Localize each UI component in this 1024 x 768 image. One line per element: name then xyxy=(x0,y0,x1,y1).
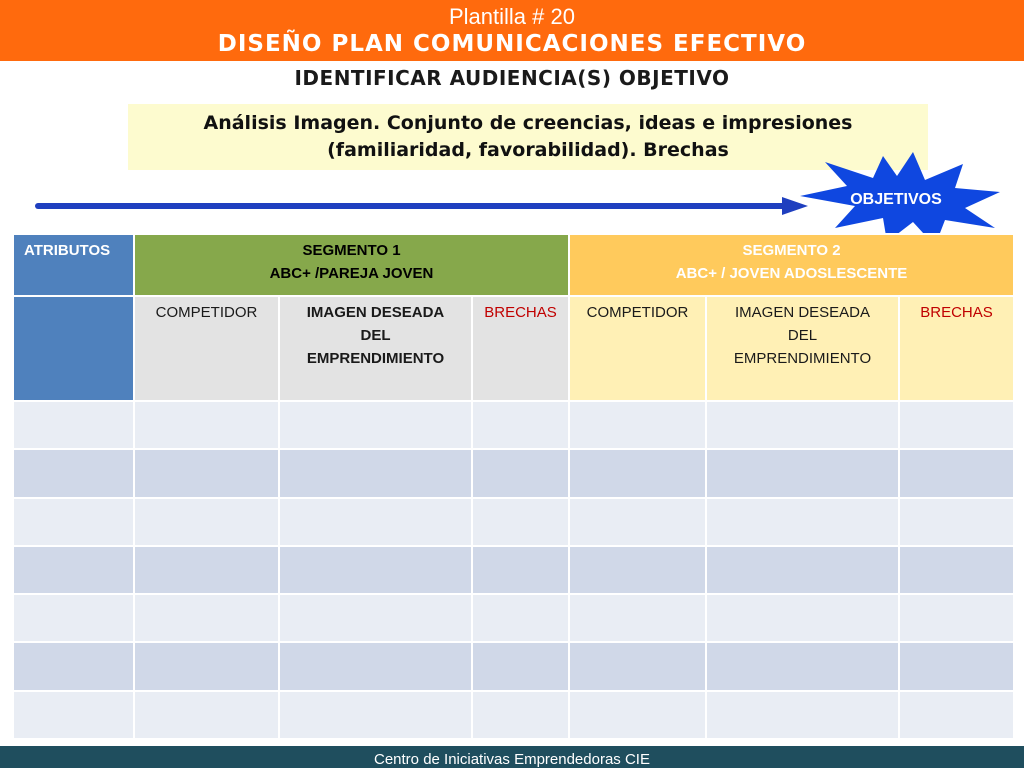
table-cell[interactable] xyxy=(706,642,899,690)
page-title: DISEÑO PLAN COMUNICACIONES EFECTIVO xyxy=(217,30,807,57)
table-cell[interactable] xyxy=(706,449,899,497)
seg1-imagen-line-3: EMPRENDIMIENTO xyxy=(306,350,445,368)
table-cell[interactable] xyxy=(134,498,279,546)
table-row xyxy=(13,642,1014,690)
table-cell[interactable] xyxy=(13,449,134,497)
table-cell[interactable] xyxy=(134,401,279,449)
table-cell[interactable] xyxy=(472,691,569,739)
table-cell[interactable] xyxy=(13,401,134,449)
table-row xyxy=(13,401,1014,449)
table-header-row xyxy=(13,234,1014,296)
segment-2-title: SEGMENTO 2 xyxy=(742,242,841,259)
table-cell[interactable] xyxy=(899,691,1014,739)
segment-1-title: SEGMENTO 1 xyxy=(302,242,401,259)
table-cell[interactable] xyxy=(279,498,472,546)
table-cell[interactable] xyxy=(13,594,134,642)
table-cell[interactable] xyxy=(472,642,569,690)
table-cell[interactable] xyxy=(899,449,1014,497)
seg1-imagen-line-1: IMAGEN DESEADA xyxy=(306,304,445,322)
table-cell[interactable] xyxy=(279,642,472,690)
table-cell[interactable] xyxy=(706,498,899,546)
table-cell[interactable] xyxy=(472,594,569,642)
table-cell[interactable] xyxy=(899,642,1014,690)
table-cell[interactable] xyxy=(899,401,1014,449)
segment-2-subtitle: ABC+ / JOVEN ADOSLESCENTE xyxy=(675,265,908,282)
table-row xyxy=(13,449,1014,497)
table-cell[interactable] xyxy=(472,401,569,449)
table-cell[interactable] xyxy=(134,642,279,690)
segment-1-subtitle: ABC+ /PAREJA JOVEN xyxy=(269,265,434,282)
objectives-label: OBJETIVOS xyxy=(850,191,942,208)
table-cell[interactable] xyxy=(279,401,472,449)
table-cell[interactable] xyxy=(569,498,706,546)
table-cell[interactable] xyxy=(706,401,899,449)
table-cell[interactable] xyxy=(279,449,472,497)
table-cell[interactable] xyxy=(706,691,899,739)
template-number: Plantilla # 20 xyxy=(449,3,575,29)
table-cell[interactable] xyxy=(279,594,472,642)
seg2-competidor-header: COMPETIDOR xyxy=(569,296,706,401)
seg1-brechas-header: BRECHAS xyxy=(472,296,569,401)
segment-2-header xyxy=(569,234,1014,296)
segment-1-header xyxy=(134,234,569,296)
table-cell[interactable] xyxy=(569,642,706,690)
seg2-imagen-line-3: EMPRENDIMIENTO xyxy=(733,350,872,368)
section-subtitle: IDENTIFICAR AUDIENCIA(S) OBJETIVO xyxy=(294,66,730,90)
audience-table xyxy=(12,233,1015,740)
seg2-brechas-header: BRECHAS xyxy=(899,296,1014,401)
table-row xyxy=(13,546,1014,594)
footer: Centro de Iniciativas Emprendedoras CIE xyxy=(0,746,1024,768)
table-cell[interactable] xyxy=(706,546,899,594)
table-cell[interactable] xyxy=(472,498,569,546)
table-cell[interactable] xyxy=(134,449,279,497)
table-cell[interactable] xyxy=(13,691,134,739)
table-cell[interactable] xyxy=(134,594,279,642)
table-row xyxy=(13,594,1014,642)
table-cell[interactable] xyxy=(13,498,134,546)
table-row xyxy=(13,691,1014,739)
table-cell[interactable] xyxy=(899,498,1014,546)
table-cell[interactable] xyxy=(13,642,134,690)
table-body xyxy=(13,401,1014,739)
table-subheader-row xyxy=(13,296,1014,401)
attributes-cell xyxy=(13,296,134,401)
header-band xyxy=(0,0,1024,61)
table-cell[interactable] xyxy=(134,691,279,739)
seg1-imagen-line-2: DEL xyxy=(360,327,391,345)
seg2-imagen-header xyxy=(706,296,899,401)
table-cell[interactable] xyxy=(569,401,706,449)
table-cell[interactable] xyxy=(569,546,706,594)
table-cell[interactable] xyxy=(279,546,472,594)
table-cell[interactable] xyxy=(899,594,1014,642)
table-cell[interactable] xyxy=(472,546,569,594)
seg1-competidor-header: COMPETIDOR xyxy=(134,296,279,401)
table-cell[interactable] xyxy=(472,449,569,497)
seg1-imagen-header xyxy=(279,296,472,401)
table-cell[interactable] xyxy=(706,594,899,642)
analysis-line-2: (familiaridad, favorabilidad). Brechas xyxy=(327,139,729,161)
analysis-line-1: Análisis Imagen. Conjunto de creencias, ideas e impresiones xyxy=(203,112,853,134)
seg2-imagen-line-2: DEL xyxy=(787,327,818,345)
table-cell[interactable] xyxy=(569,691,706,739)
seg2-imagen-line-1: IMAGEN DESEADA xyxy=(734,304,871,322)
table-row xyxy=(13,498,1014,546)
table-cell[interactable] xyxy=(134,546,279,594)
table-cell[interactable] xyxy=(13,546,134,594)
table-cell[interactable] xyxy=(569,594,706,642)
attributes-header: ATRIBUTOS xyxy=(13,234,134,296)
objectives-arrow xyxy=(30,190,820,222)
table-cell[interactable] xyxy=(899,546,1014,594)
table-cell[interactable] xyxy=(569,449,706,497)
table-cell[interactable] xyxy=(279,691,472,739)
